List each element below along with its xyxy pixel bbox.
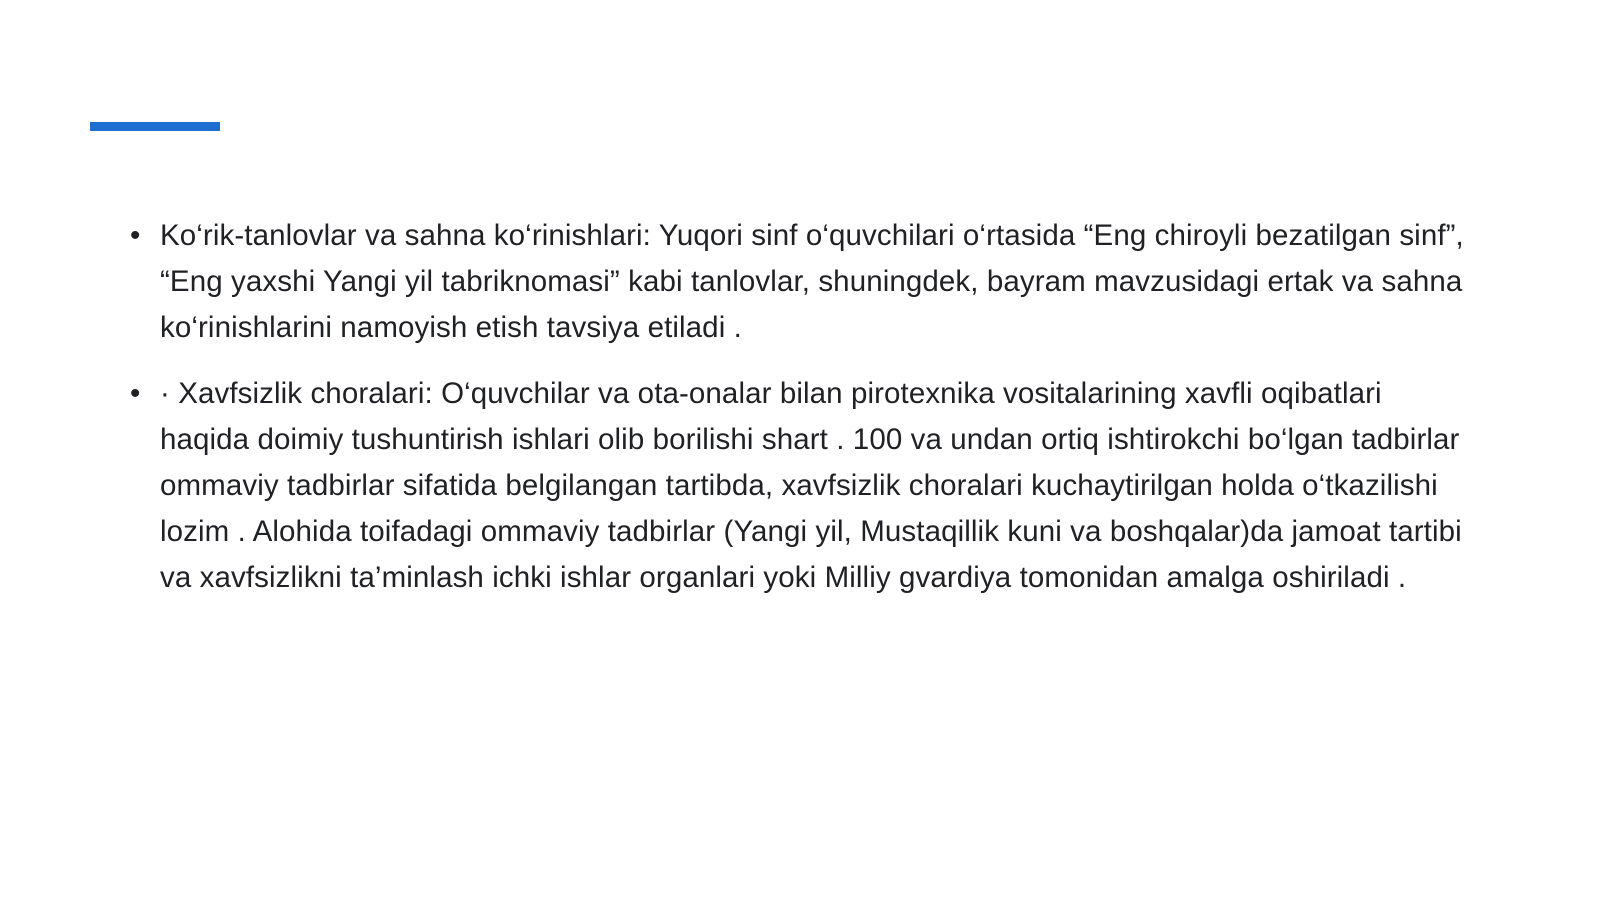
bullet-point-icon: •	[130, 377, 141, 411]
list-item-text: · Xavfsizlik choralari: O‘quvchilar va ota-onalar bilan pirotexnika vositalarining xavfli oqibatlari haqida doimiy tushuntirish ishlari olib borilishi shart . 100 va undan ortiq ishtirokchi bo‘lgan tadbirlar ommaviy tadbirlar sifatida belgilangan tartibda, xavfsizlik choralari kuchaytirilgan holda o‘tkazilishi lozim . Alohida toifadagi ommaviy tadbirlar (Yangi yil, Mustaqillik kuni va boshqalar)da jamoat tartibi va xavfsizlikni ta’minlash ichki ishlar organlari yoki Milliy gvardiya tomonidan amalga oshiriladi .	[160, 377, 1462, 595]
accent-bar	[90, 122, 220, 131]
list-item-text: Ko‘rik-tanlovlar va sahna ko‘rinishlari: Yuqori sinf o‘quvchilari o‘rtasida “Eng chiroyli bezatilgan sinf”, “Eng yaxshi Yangi yil tabriknomasi” kabi tanlovlar, shuningdek, bayram mavzusidagi ertak va sahna ko‘rinishlarini namoyish etish tavsiya etiladi .	[160, 219, 1464, 345]
slide-body	[118, 213, 1478, 601]
list-item	[118, 213, 1478, 351]
bullet-point-icon: •	[130, 219, 141, 252]
bullet-list	[118, 213, 1478, 601]
list-item	[118, 371, 1478, 601]
